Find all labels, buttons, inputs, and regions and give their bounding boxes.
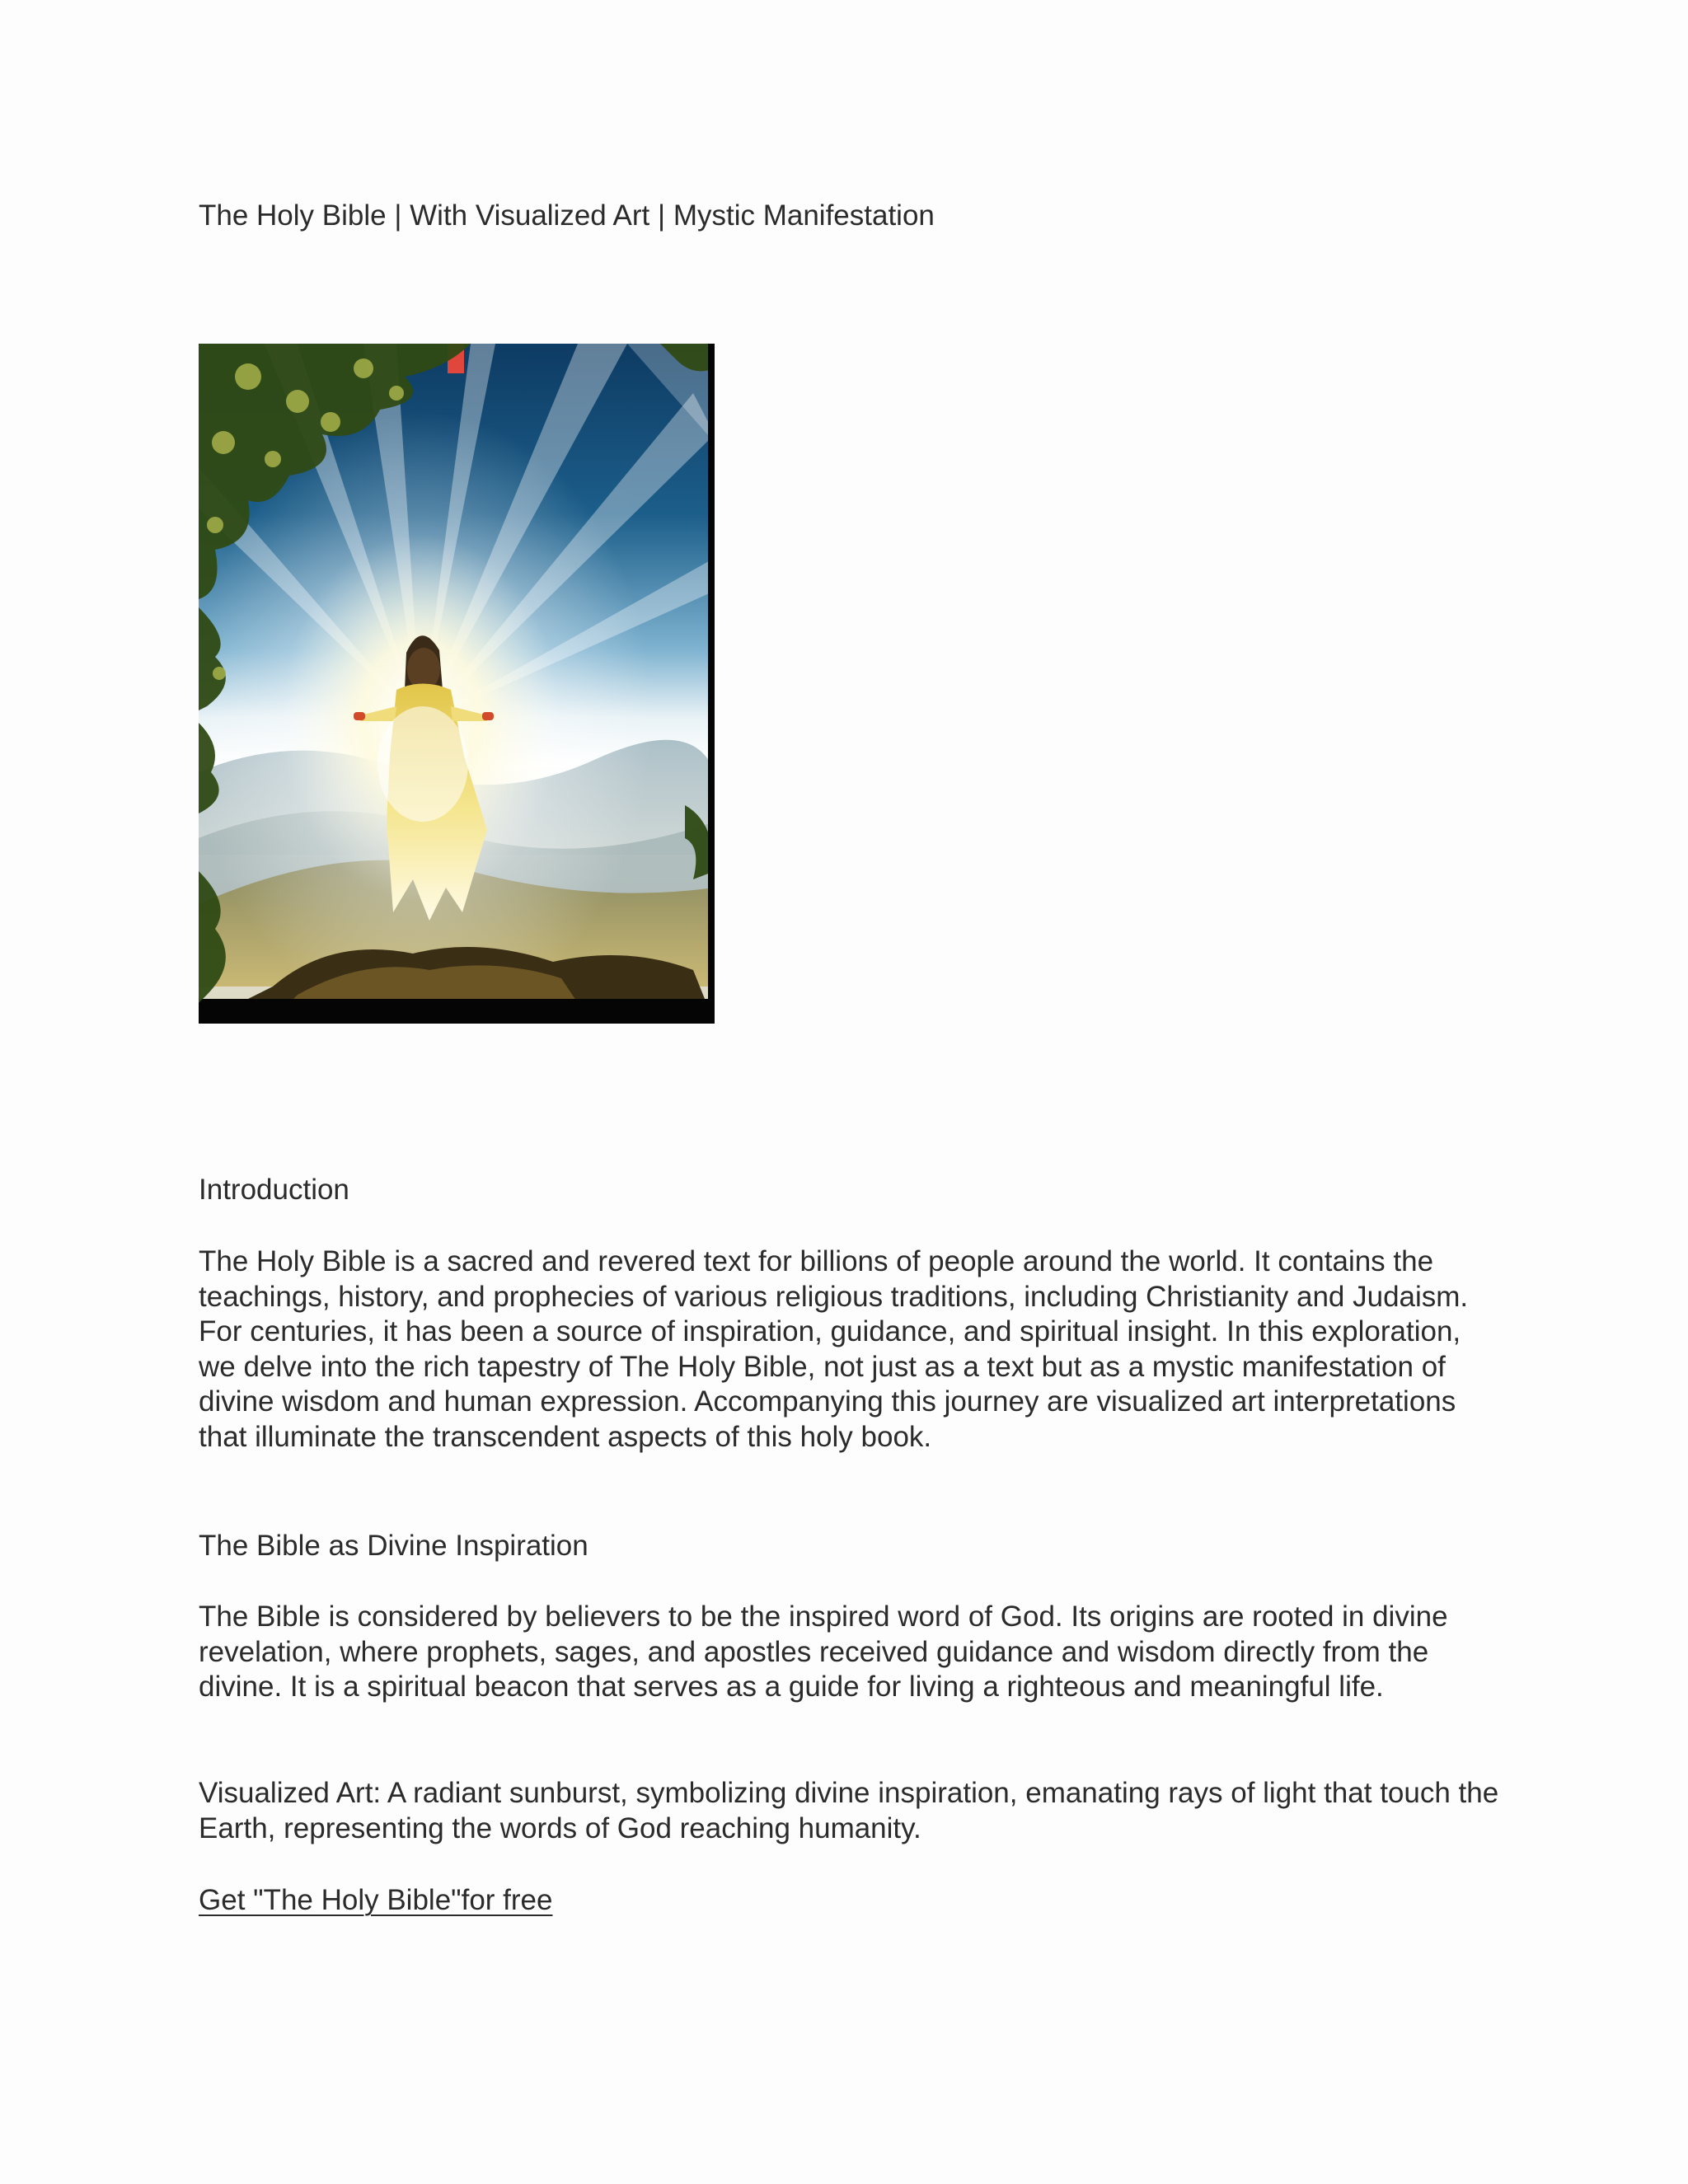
document-title: The Holy Bible | With Visualized Art | Mystic Manifestation xyxy=(199,199,935,232)
cover-illustration xyxy=(199,344,715,1024)
paragraph-introduction: The Holy Bible is a sacred and revered text for billions of people around the world. It contains the teachings, history, and prophecies of various religious traditions, including Christianity and Judaism. For centuries, it has been a source of inspiration, guidance, and spiritual insight. In this exploration, we delve into the rich tapestry of The Holy Bible, not just as a text but as a mystic manifestation of divine wisdom and human expression. Accompanying this journey are visualized art interpretations that illuminate the transcendent aspects of this holy book. xyxy=(199,1245,1469,1453)
get-bible-free-link[interactable]: Get "The Holy Bible"for free xyxy=(199,1884,553,1916)
radiant-figure-image xyxy=(199,344,715,1024)
section-heading-divine-inspiration: The Bible as Divine Inspiration xyxy=(199,1530,588,1562)
section-heading-introduction: Introduction xyxy=(199,1174,349,1206)
paragraph-visualized-art: Visualized Art: A radiant sunburst, symbolizing divine inspiration, emanating rays of light that touch the Earth, representing the words of God reaching humanity. xyxy=(199,1777,1499,1844)
paragraph-divine-inspiration: The Bible is considered by believers to be the inspired word of God. Its origins are rooted in divine revelation, where prophets, sages, and apostles received guidance and wisdom directly from the divine. It is a spiritual beacon that serves as a guide for living a righteous and meaningful life. xyxy=(199,1601,1448,1703)
